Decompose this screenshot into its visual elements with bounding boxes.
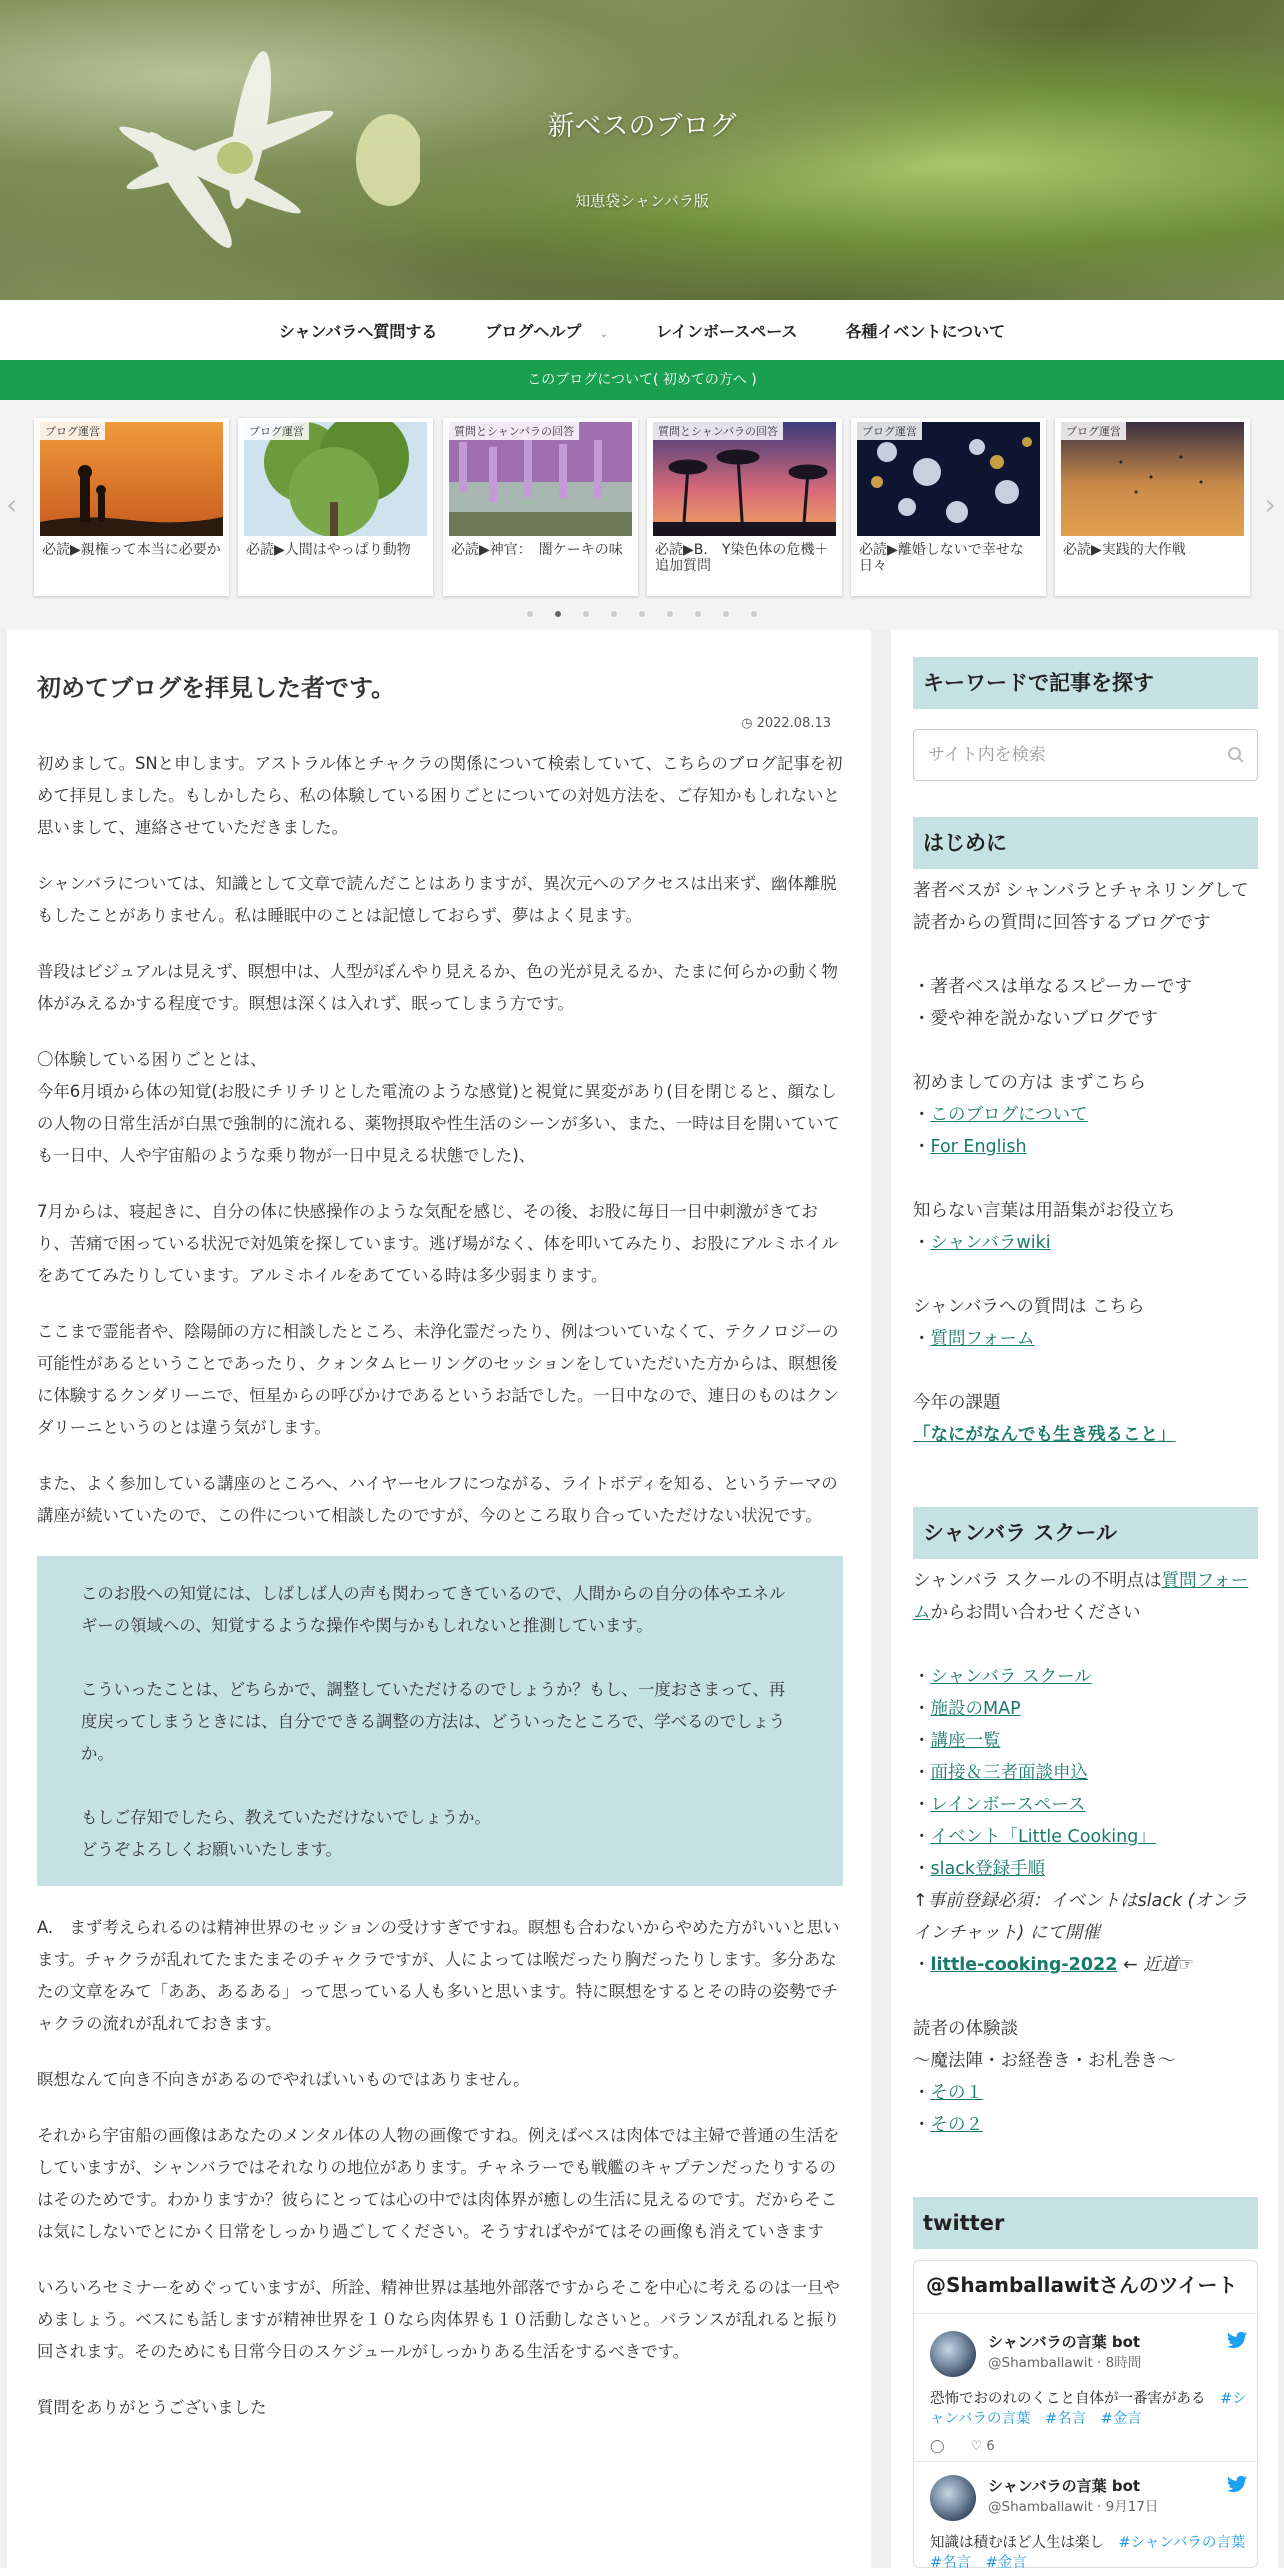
carousel-card[interactable]: [238, 418, 433, 596]
site-header: [0, 0, 1284, 300]
school-link-row: ・講座一覧: [913, 1731, 1001, 1751]
global-nav: [0, 300, 1284, 360]
avatar[interactable]: [930, 2331, 976, 2377]
carousel-card[interactable]: [1055, 418, 1250, 596]
link-little-cooking-2022[interactable]: little-cooking-2022: [930, 1955, 1118, 1975]
carousel-dot[interactable]: [723, 611, 729, 617]
link-for-english[interactable]: For English: [930, 1137, 1027, 1157]
twitter-bird-icon[interactable]: [1226, 2331, 1248, 2351]
carousel-dot[interactable]: [667, 611, 673, 617]
like-icon[interactable]: ♡: [970, 2439, 983, 2454]
carousel-dot[interactable]: [695, 611, 701, 617]
carousel-dot[interactable]: [751, 611, 757, 617]
quote-block: [37, 1556, 843, 1886]
carousel-next-icon[interactable]: ›: [1264, 488, 1276, 521]
search-icon[interactable]: [1227, 746, 1245, 764]
school-event-after: ← 近道☞: [1122, 1955, 1194, 1975]
theme-heading: 今年の課題: [913, 1393, 1001, 1413]
header-flower-image: [60, 40, 420, 290]
carousel-dot[interactable]: [611, 611, 617, 617]
card-category: ブログ運営: [857, 422, 922, 440]
widget-title-intro: はじめに: [913, 817, 1258, 869]
card-title: 必読▶離婚しないで幸せな日々: [859, 542, 1024, 574]
school-event-row: ・little-cooking-2022 ← 近道☞: [913, 1955, 1194, 1975]
answer-paragraph: それから宇宙船の画像はあなたのメンタル体の人物の画像ですね。例えばベスは肉体では主婦で普通の生活をしていますが、シャンバラではそれなりの地位があります。チャネラーでも戦艦のキャプテンだったりするのはそのためです。わかりますか？彼らにとっては心の中では肉体界が癒しの生活に見えるのです。だからそこは気にしないでとにかく日常をしっかり過ごしてください。そうすればやがてはその画像も消えていきます: [37, 2126, 840, 2241]
widget-title-school: シャンバラ スクール: [913, 1507, 1258, 1559]
card-category: 質問とシャンバラの回答: [449, 422, 579, 440]
tweet[interactable]: [930, 2331, 1248, 2454]
post-body: [37, 748, 843, 2448]
link-slack-register[interactable]: slack登録手順: [930, 1859, 1045, 1879]
school-note: ↑事前登録必須：イベントはslack (オンラインチャット) にて開催: [913, 1891, 1248, 1943]
tweet-body: 知識は積むほど人生は楽し: [930, 2535, 1104, 2551]
card-title: 必読▶実践的大作戦: [1063, 542, 1186, 558]
link-rainbow-space[interactable]: レインボースペース: [930, 1795, 1086, 1815]
card-category: ブログ運営: [1061, 422, 1126, 440]
carousel-dot[interactable]: [583, 611, 589, 617]
widget-title-twitter: twitter: [913, 2197, 1258, 2249]
link-shamballa-wiki[interactable]: シャンバラwiki: [930, 1233, 1051, 1253]
link-school-question-form[interactable]: 質問フォーム: [913, 1571, 1249, 1623]
school-link-row: ・面接＆三者面談申込: [913, 1763, 1088, 1783]
first-link-row: ・For English: [913, 1137, 1027, 1157]
carousel-card[interactable]: [851, 418, 1046, 596]
post-title: 初めてブログを拝見した者です。: [37, 674, 396, 702]
answer-paragraph: A. まず考えられるのは精神世界のセッションの受けすぎですね。瞑想も合わないからやめた方がいいと思います。チャクラが乱れてたまたまそのチャクラですが、人によっては喉だったり胸だったりします。多分あなたの文章をみて「ああ、あるある」って思っている人も多いと思います。特に瞑想をするとその時の姿勢でチャクラの流れが乱れておきます。: [37, 1918, 840, 2033]
card-title: 必読▶人間はやっぱり動物: [246, 542, 411, 558]
carousel-card[interactable]: [647, 418, 842, 596]
post-paragraph: ここまで霊能者や、陰陽師の方に相談したところ、未浄化霊だったり、例はついていなくて、テクノロジーの可能性があるということであったり、クォンタムヒーリングのセッションをしていただいた方からは、瞑想後に体験するクンダリーニで、恒星からの呼びかけであるというお話でした。一日中なので、連日のものはクンダリーニというのとは違う気がします。: [37, 1322, 839, 1437]
school-link-row: ・レインボースペース: [913, 1795, 1086, 1815]
reader-link-row: ・その２: [913, 2115, 983, 2135]
post-date-text: 2022.08.13: [756, 716, 831, 731]
search-input[interactable]: [913, 729, 1258, 781]
tweet-author[interactable]: シャンバラの言葉 bot: [988, 2477, 1141, 2495]
tweet-handle[interactable]: @Shamballawit · 8時間: [988, 2355, 1142, 2371]
school-link-row: ・イベント「Little Cooking」: [913, 1827, 1156, 1847]
reader-sub: 〜魔法陣・お経巻き・お札巻き〜: [913, 2051, 1176, 2071]
school-intro-after: からお問い合わせください: [930, 1603, 1141, 1623]
tweet-hashtags[interactable]: #シャンバラの言葉 #名言 #金言: [930, 2535, 1260, 2568]
card-title: 必読▶B. Y染色体の危機＋ 追加質問: [655, 542, 843, 574]
card-category: ブログ運営: [40, 422, 105, 440]
quote-paragraph: もしご存知でしたら、教えていただけないでしょうか。 どうぞよろしくお願いいたします。: [81, 1808, 491, 1859]
school-intro: [913, 1565, 1258, 1629]
link-about-blog[interactable]: このブログについて: [930, 1105, 1088, 1125]
carousel-card[interactable]: [443, 418, 638, 596]
featured-carousel: [0, 400, 1284, 630]
widget-title-search: キーワードで記事を探す: [913, 657, 1258, 709]
site-subtitle: 知恵袋シャンバラ版: [575, 192, 709, 210]
carousel-dot[interactable]: [639, 611, 645, 617]
reply-icon[interactable]: ◯: [930, 2439, 945, 2454]
tweet-text: [930, 2533, 1260, 2568]
main-article: [7, 630, 871, 2568]
link-course-list[interactable]: 講座一覧: [930, 1731, 1001, 1751]
divider: [914, 2461, 1257, 2462]
carousel-dot-active[interactable]: [555, 611, 561, 617]
theme-link-row: [913, 1419, 1258, 1451]
reader-link-row: ・その１: [913, 2083, 983, 2103]
post-paragraph: また、よく参加している講座のところへ、ハイヤーセルフにつながる、ライトボディを知る、というテーマの講座が続いていたので、この件について相談したのですが、今のところ取り合っていただけない状況です。: [37, 1474, 838, 1525]
school-link-row: ・slack登録手順: [913, 1859, 1045, 1879]
tweet-hashtags[interactable]: #シャンバラの言葉 #名言 #金言: [930, 2391, 1247, 2427]
link-reader-story-2[interactable]: その２: [930, 2115, 983, 2135]
card-title: 必読▶親権って本当に必要か: [42, 542, 221, 558]
school-link-row: ・施設のMAP: [913, 1699, 1021, 1719]
clock-icon: ◷: [741, 716, 757, 731]
intro-bullet: ・著者ベスは単なるスピーカーです: [913, 977, 1192, 997]
search-placeholder: サイト内を検索: [928, 745, 1046, 765]
post-paragraph: 初めまして。SNと申します。アストラル体とチャクラの関係について検索していて、こちらのブログ記事を初めて拝見しました。もしかしたら、私の体験している困りごとについての対処方法を、ご存知かもしれないと思いまして、連絡させていただきました。: [37, 754, 843, 837]
post-paragraph: 7月からは、寝起きに、自分の体に快感操作のような気配を感じ、その後、お股に毎日一日中刺激がきており、苦痛で困っている状況で対処策を探しています。逃げ場がなく、体を叩いてみたり、お股にアルミホイルをあててみたりしています。アルミホイルをあてている時は多少弱まります。: [37, 1202, 838, 1285]
nav-item-events[interactable]: 各種イベントについて: [845, 321, 1006, 341]
twitter-timeline-header[interactable]: @Shamballawitさんのツイート: [926, 2273, 1238, 2297]
carousel-card[interactable]: [34, 418, 229, 596]
school-intro-before: シャンバラ スクールの不明点は: [913, 1571, 1162, 1591]
card-category: ブログ運営: [244, 422, 309, 440]
tweet-text: [930, 2389, 1248, 2429]
quote-paragraph: このお股への知覚には、しばしば人の声も関わってきているので、人間からの自分の体やエネルギーの領域への、知覚するような操作や関与かもしれないと推測しています。: [81, 1584, 786, 1635]
link-school[interactable]: シャンバラ スクール: [930, 1667, 1092, 1687]
carousel-prev-icon[interactable]: ‹: [6, 488, 18, 521]
tweet[interactable]: [930, 2475, 1260, 2568]
card-category: 質問とシャンバラの回答: [653, 422, 783, 440]
answer-paragraph: 瞑想なんて向き不向きがあるのでやればいいものではありません。: [37, 2070, 530, 2089]
nav-item-blog-help-label: ブログヘルプ: [485, 321, 582, 341]
like-count: 6: [986, 2439, 995, 2454]
avatar[interactable]: [930, 2475, 976, 2521]
card-title: 必読▶神官： 闇ケーキの味: [451, 542, 623, 558]
link-reader-story-1[interactable]: その１: [930, 2083, 983, 2103]
link-event-little-cooking[interactable]: イベント「Little Cooking」: [930, 1827, 1156, 1847]
twitter-timeline: [913, 2260, 1258, 2568]
glossary-link-row: ・シャンバラwiki: [913, 1233, 1051, 1253]
carousel-dot[interactable]: [527, 611, 533, 617]
nav-item-rainbow-space[interactable]: レインボースペース: [655, 321, 798, 341]
link-question-form[interactable]: 質問フォーム: [930, 1329, 1035, 1349]
answer-paragraph: 質問をありがとうございました: [37, 2398, 267, 2417]
site-title[interactable]: 新ベスのブログ: [547, 111, 737, 142]
tweet-handle[interactable]: @Shamballawit · 9月17日: [988, 2499, 1159, 2515]
question-link-row: ・質問フォーム: [913, 1329, 1035, 1349]
tweet-actions: [930, 2435, 995, 2454]
glossary-heading: 知らない言葉は用語集がお役立ち: [913, 1201, 1176, 1221]
tweet-body: 恐怖でおのれのくこと自体が一番害がある: [930, 2391, 1206, 2407]
link-facility-map[interactable]: 施設のMAP: [930, 1699, 1021, 1719]
link-interview-apply[interactable]: 面接＆三者面談申込: [930, 1763, 1088, 1783]
twitter-bird-icon[interactable]: [1226, 2475, 1248, 2495]
question-heading: シャンバラへの質問は こちら: [913, 1297, 1145, 1317]
quote-paragraph: こういったことは、どちらかで、調整していただけるのでしょうか？もし、一度おさまって、再度戻ってしまうときには、自分でできる調整の方法は、どういったところで、学べるのでしょうか。: [81, 1680, 786, 1763]
answer-paragraph: いろいろセミナーをめぐっていますが、所詮、精神世界は基地外部落ですからそこを中心に考えるのは一旦やめましょう。ベスにも話しますが精神世界を１０なら肉体界も１０活動しなさいと。バランスが乱れると振り回されます。そのためにも日常今日のスケジュールがしっかりある生活をするべきです。: [37, 2278, 840, 2361]
post-paragraph: 普段はビジュアルは見えず、瞑想中は、人型がぼんやり見えるか、色の光が見えるか、たまに何らかの動く物体がみえるかする程度です。瞑想は深くは入れず、眠ってしまう方です。: [37, 962, 838, 1013]
divider: [914, 2313, 1257, 2314]
post-date: [741, 716, 831, 731]
carousel-dots: [0, 611, 1284, 617]
sidebar: [891, 630, 1278, 2568]
chevron-down-icon: ⌄: [599, 328, 608, 340]
intro-bullet: ・愛や神を説かないブログです: [913, 1009, 1158, 1029]
intro-text: 著者ベスが シャンバラとチャネリングして 読者からの質問に回答するブログです: [913, 881, 1249, 933]
reader-heading: 読者の体験談: [913, 2019, 1018, 2039]
post-paragraph: シャンバラについては、知識として文章で読んだことはありますが、異次元へのアクセスは出来ず、幽体離脱もしたことがありません。私は睡眠中のことは記憶しておらず、夢はよく見ます。: [37, 874, 837, 925]
post-paragraph: 〇体験している困りごととは、 今年6月頃から体の知覚(お股にチリチリとした電流のような感覚)と視覚に異変があり(目を閉じると、顔なしの人物の日常生活が白黒で強制的に流れる、薬物摂取や性生活のシーンが多い、また、一時は目を開いていても一日中、人や宇宙船のような乗り物が一日中見える状態でした)、: [37, 1050, 840, 1165]
first-visit-heading: 初めましての方は まずこちら: [913, 1073, 1147, 1093]
tweet-author[interactable]: シャンバラの言葉 bot: [988, 2333, 1141, 2351]
link-year-theme[interactable]: 「なにがなんでも生き残ること」: [913, 1425, 1176, 1445]
nav-item-blog-help[interactable]: [461, 319, 631, 342]
nav-item-ask-shamballa[interactable]: シャンバラへ質問する: [278, 321, 438, 341]
notice-bar-link[interactable]: このブログについて( 初めての方へ ): [0, 360, 1284, 400]
school-link-row: ・シャンバラ スクール: [913, 1667, 1092, 1687]
first-link-row: ・このブログについて: [913, 1105, 1088, 1125]
